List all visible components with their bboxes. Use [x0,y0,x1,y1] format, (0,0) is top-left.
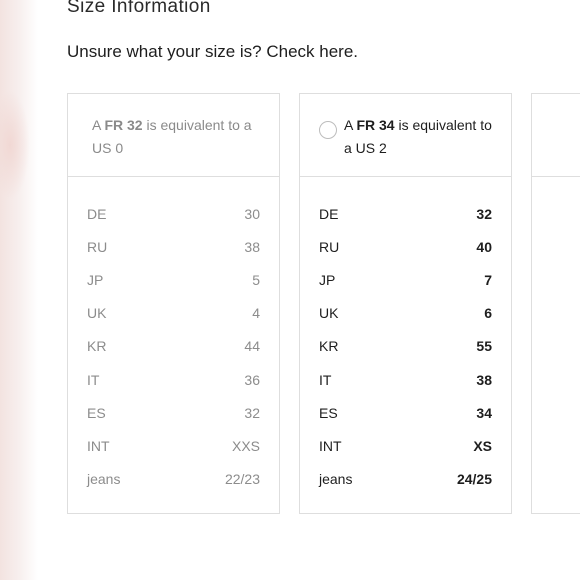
size-value: 32 [476,205,492,222]
size-value: 6 [484,305,492,322]
fr-size-label: FR 34 [356,117,395,133]
size-value: 22/23 [224,471,260,488]
size-value: 36 [244,371,260,388]
size-row-de [300,197,511,230]
size-card-header [532,94,580,177]
size-value: 5 [252,271,260,288]
equivalence-prefix: A [344,117,357,133]
fr-size-label: FR 32 [104,117,143,133]
left-edge-blob [0,90,30,200]
size-value: 38 [244,238,260,255]
size-help-link[interactable]: Unsure what your size is? Check here. [67,42,359,61]
region-label: jeans [319,471,353,488]
size-row-kr [300,330,511,363]
equivalence-suffix: is equivalent to a US 0 [92,117,252,156]
size-row-es [300,396,511,429]
size-row-de [68,197,279,230]
size-value: 24/25 [456,471,492,488]
region-label: INT [319,437,342,454]
size-card-next[interactable] [531,93,580,514]
region-label: UK [319,305,339,322]
size-equivalence-text [92,114,262,160]
size-equivalence-text [344,114,494,160]
size-value: 40 [476,238,492,255]
size-card-header [68,94,279,177]
size-row-ru [68,230,279,263]
size-value: 55 [476,338,492,355]
size-radio-button[interactable] [319,121,337,139]
size-row-ru [300,230,511,263]
size-value: XXS [231,437,260,454]
size-value: 30 [244,205,260,222]
size-card-fr34[interactable] [299,93,512,514]
size-row-jp [300,263,511,296]
region-label: UK [87,305,107,322]
size-value: 44 [244,338,260,355]
region-label: JP [319,271,336,288]
size-value: 4 [252,305,260,322]
equivalence-suffix: is equivalent to a US 2 [344,117,492,156]
size-row-jeans [300,463,511,496]
size-value: XS [473,437,492,454]
size-row-it [300,363,511,396]
size-card-header [300,94,511,177]
size-value: 38 [476,371,492,388]
size-row-uk [300,297,511,330]
region-label: KR [319,338,339,355]
region-label: IT [87,371,100,388]
section-title: Size Information [67,0,211,17]
region-label: INT [87,437,110,454]
region-label: RU [87,238,108,255]
size-row-uk [68,297,279,330]
size-conversion-list [300,197,511,496]
size-conversion-list [68,197,279,496]
region-label: DE [319,205,339,222]
region-label: JP [87,271,104,288]
region-label: ES [87,404,106,421]
region-label: RU [319,238,340,255]
size-row-int [300,429,511,462]
left-edge-shadow [0,0,38,580]
region-label: IT [319,371,332,388]
region-label: jeans [87,471,121,488]
size-card-fr32[interactable] [67,93,280,514]
size-row-int [68,429,279,462]
size-row-jeans [68,463,279,496]
size-row-it [68,363,279,396]
size-row-kr [68,330,279,363]
size-value: 32 [244,404,260,421]
equivalence-prefix: A [92,117,105,133]
size-row-es [68,396,279,429]
region-label: KR [87,338,107,355]
region-label: DE [87,205,107,222]
size-row-jp [68,263,279,296]
size-value: 34 [476,404,492,421]
size-value: 7 [484,271,492,288]
region-label: ES [319,404,338,421]
